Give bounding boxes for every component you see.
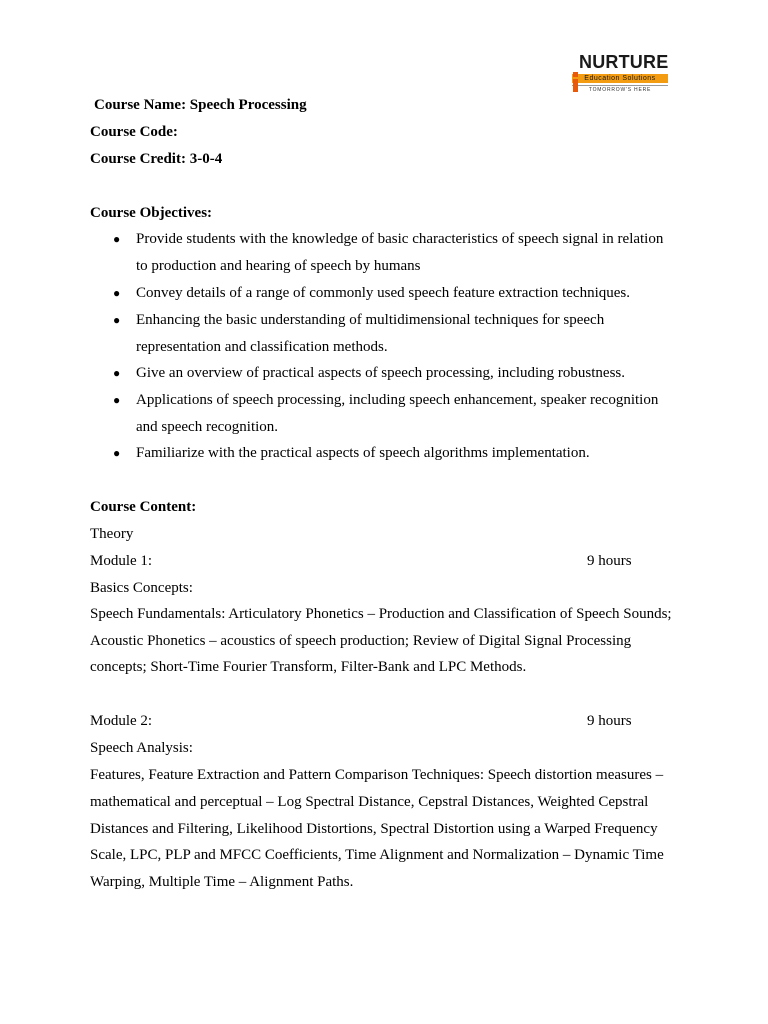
bullet-icon: ● <box>113 286 121 300</box>
logo-wordmark: NURTURE <box>579 52 669 72</box>
module-text-line: Features, Feature Extraction and Pattern Comparison Techniques: Speech distortion measures – <box>90 767 664 783</box>
module-subtitle: Speech Analysis: <box>90 740 193 756</box>
objective-line: Familiarize with the practical aspects of speech algorithms implementation. <box>136 445 590 461</box>
objective-line: representation and classification methods. <box>136 339 388 355</box>
bullet-icon: ● <box>113 393 121 407</box>
objective-line: Convey details of a range of commonly used speech feature extraction techniques. <box>136 285 630 301</box>
objective-line: to production and hearing of speech by humans <box>136 258 421 274</box>
objective-line: Give an overview of practical aspects of speech processing, including robustness. <box>136 365 626 381</box>
course-code: Course Code: <box>90 124 178 140</box>
course-credit: Course Credit: 3-0-4 <box>90 151 223 167</box>
module-text-line: Distances and Filtering, Likelihood Distortions, Spectral Distortion using a Warped Frequency <box>90 821 658 837</box>
bullet-icon: ● <box>113 446 121 460</box>
content-heading: Course Content: <box>90 499 197 515</box>
objective-line: Applications of speech processing, including speech enhancement, speaker recognition <box>136 392 659 408</box>
theory-label: Theory <box>90 526 134 542</box>
module-subtitle: Basics Concepts: <box>90 580 193 596</box>
course-name: Course Name: Speech Processing <box>94 97 307 113</box>
module-text-line: Scale, LPC, PLP and MFCC Coefficients, Time Alignment and Normalization – Dynamic Time <box>90 847 664 863</box>
module-text-line: Warping, Multiple Time – Alignment Paths. <box>90 874 354 890</box>
objective-line: and speech recognition. <box>136 419 279 435</box>
module-text-line: mathematical and perceptual – Log Spectral Distance, Cepstral Distances, Weighted Cepstral <box>90 794 649 810</box>
logo-tagline: TOMORROW'S HERE <box>572 85 668 93</box>
module-hours: 9 hours <box>587 553 632 569</box>
objectives-heading: Course Objectives: <box>90 205 213 221</box>
inurture-logo <box>572 52 672 92</box>
bullet-icon: ● <box>113 313 121 327</box>
module-text-line: concepts; Short-Time Fourier Transform, Filter-Bank and LPC Methods. <box>90 659 527 675</box>
module-text-line: Speech Fundamentals: Articulatory Phonetics – Production and Classification of Speech Sounds; <box>90 606 672 622</box>
module-title: Module 1: <box>90 553 153 569</box>
module-text-line: Acoustic Phonetics – acoustics of speech production; Review of Digital Signal Processing <box>90 633 632 649</box>
bullet-icon: ● <box>113 366 121 380</box>
logo-subtitle: Education Solutions <box>572 74 668 83</box>
module-title: Module 2: <box>90 713 153 729</box>
objective-line: Provide students with the knowledge of basic characteristics of speech signal in relation <box>136 231 664 247</box>
bullet-icon: ● <box>113 232 121 246</box>
module-hours: 9 hours <box>587 713 632 729</box>
objective-line: Enhancing the basic understanding of multidimensional techniques for speech <box>136 312 605 328</box>
